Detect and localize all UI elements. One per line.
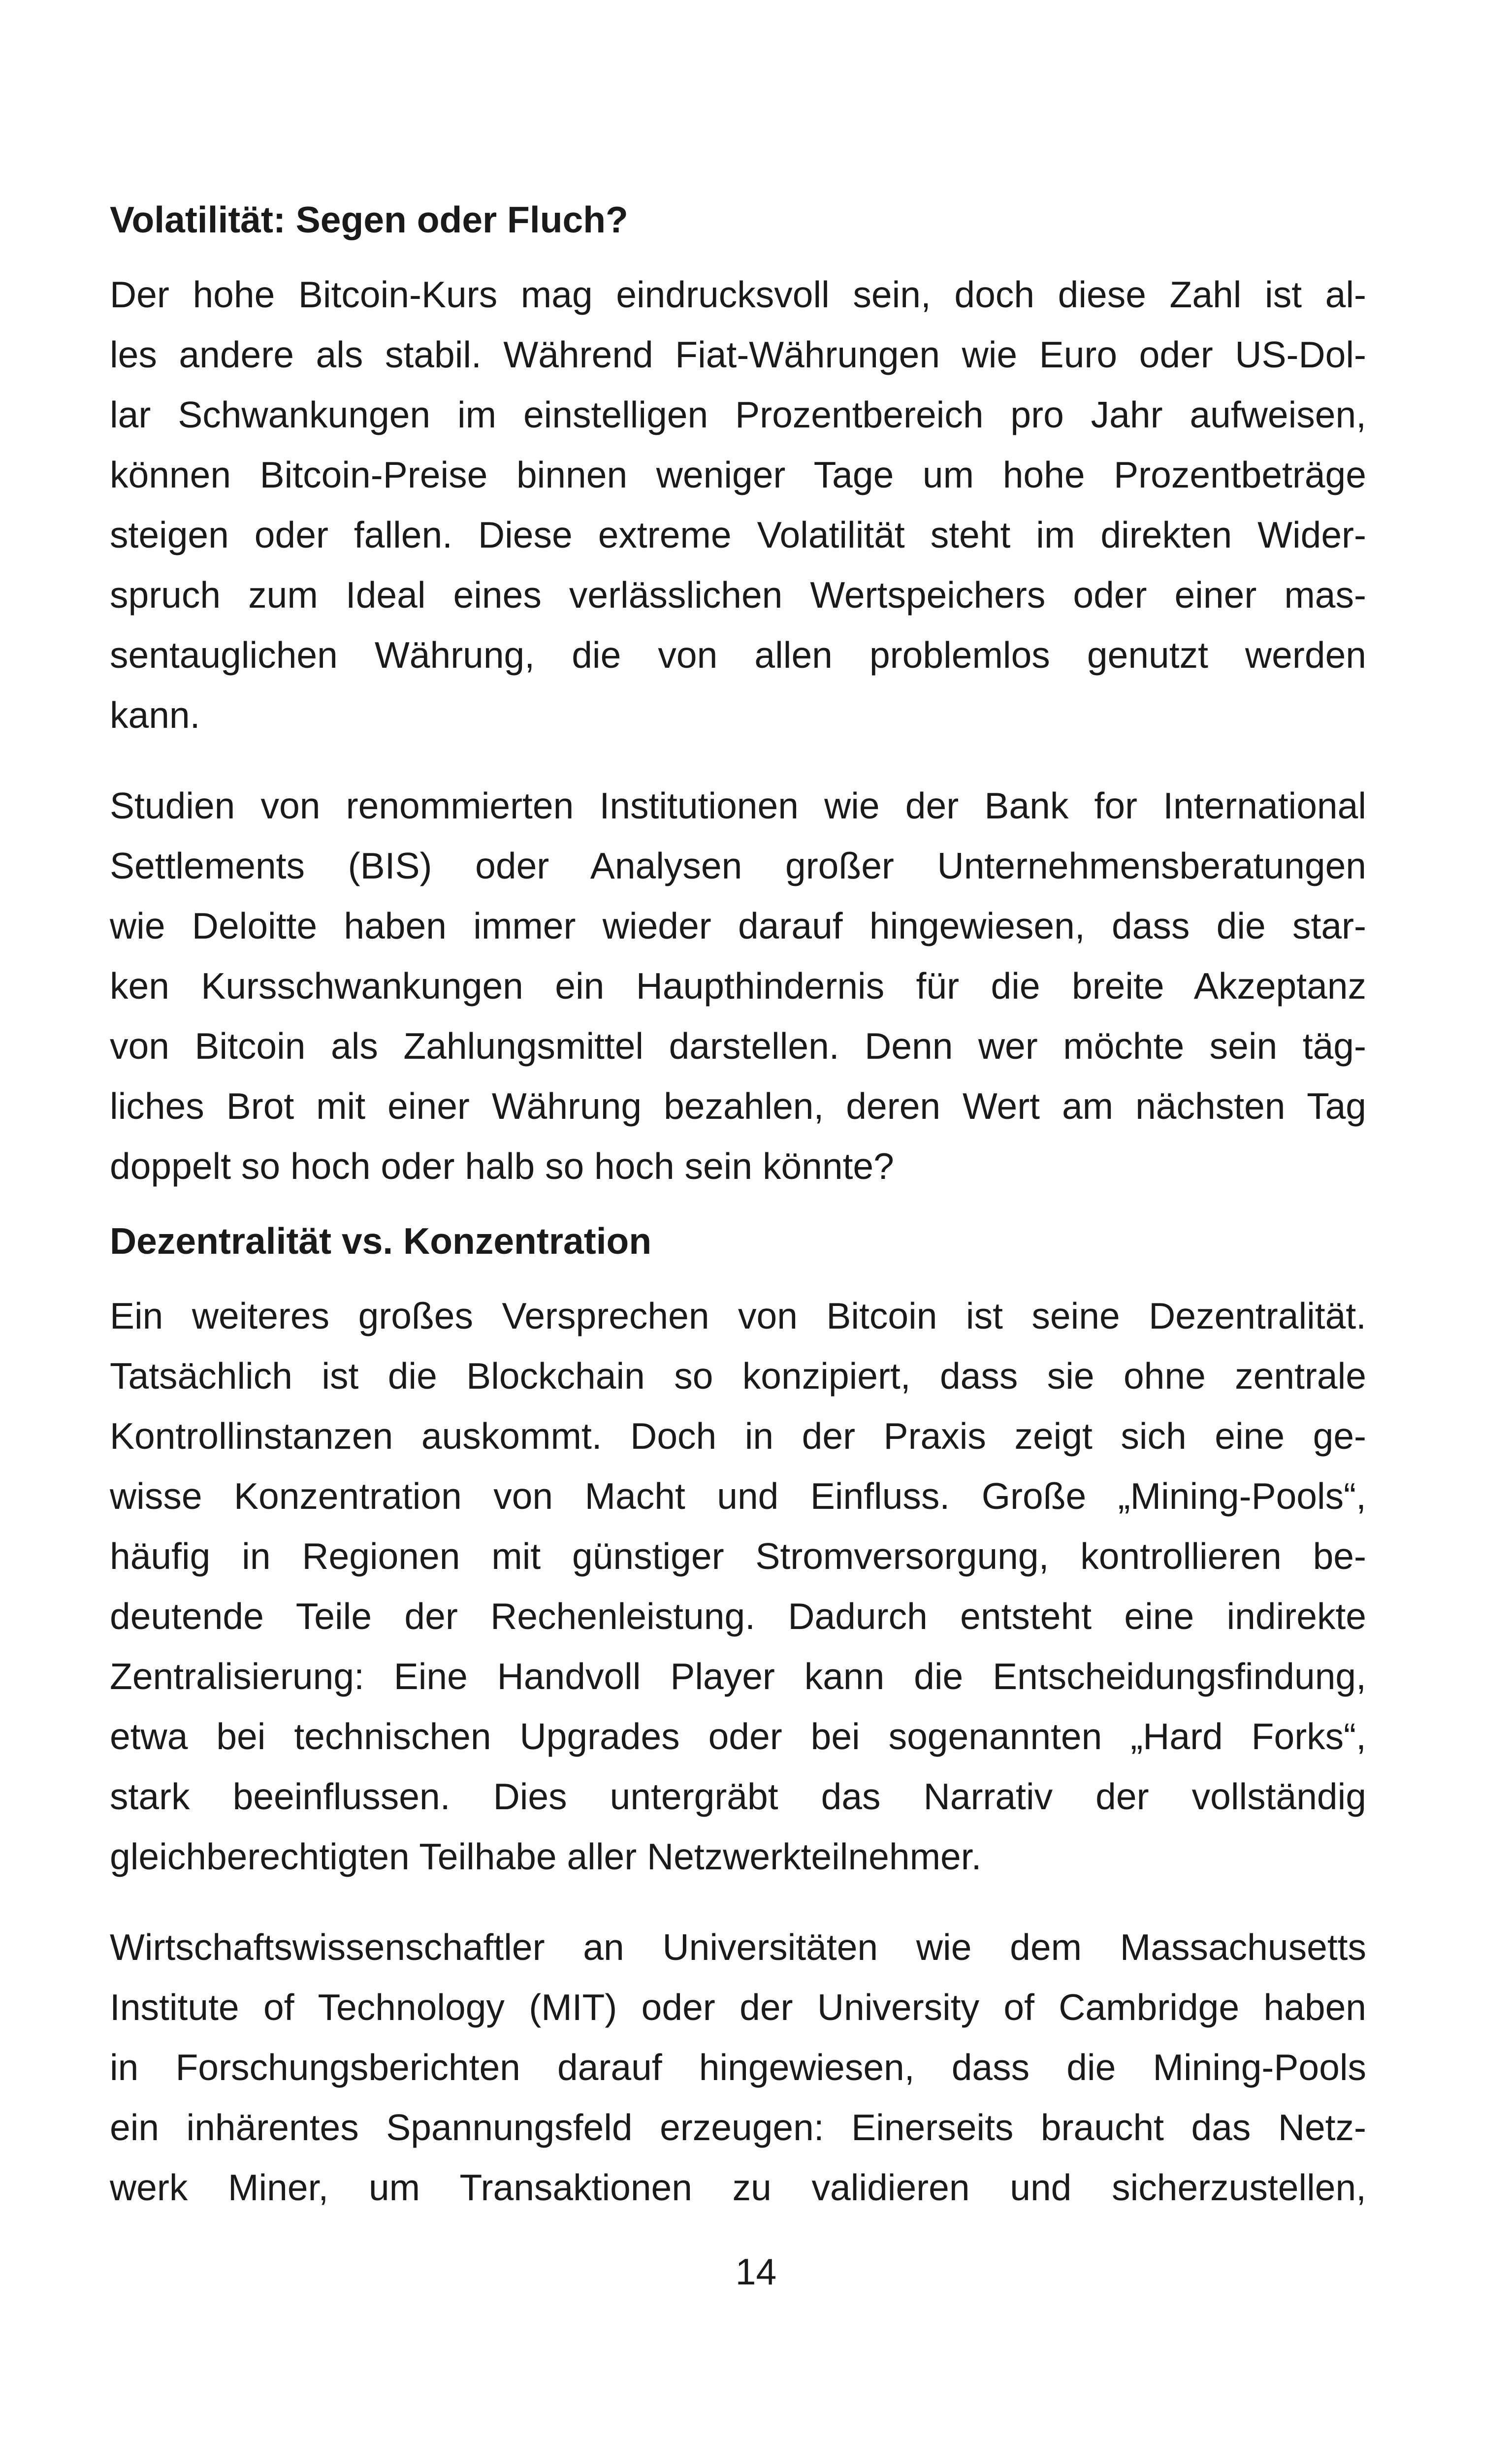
paragraph [110, 1286, 1366, 1887]
text-line: sentauglichen Währung, die von allen problemlos genutzt werden [110, 634, 1366, 676]
text-line: ein inhärentes Spannungsfeld erzeugen: Einerseits braucht das Netz- [110, 2107, 1366, 2148]
text-line: Zentralisierung: Eine Handvoll Player kann die Entscheidungsfindung, [110, 1656, 1366, 1697]
text-line: les andere als stabil. Während Fiat-Währungen wie Euro oder US-Dol- [110, 334, 1366, 375]
text-line: Kontrollinstanzen auskommt. Doch in der Praxis zeigt sich eine ge- [110, 1415, 1366, 1457]
text-line: wie Deloitte haben immer wieder darauf hingewiesen, dass die star- [110, 905, 1366, 946]
text-line: doppelt so hoch oder halb so hoch sein könnte? [110, 1145, 894, 1187]
text-line: deutende Teile der Rechenleistung. Dadurch entsteht eine indirekte [110, 1596, 1366, 1637]
page-content [110, 190, 1366, 2217]
text-line: Der hohe Bitcoin-Kurs mag eindrucksvoll sein, doch diese Zahl ist al- [110, 274, 1366, 315]
paragraph [110, 1917, 1366, 2217]
text-line: stark beeinflussen. Dies untergräbt das Narrativ der vollständig [110, 1776, 1366, 1817]
text-line: Studien von renommierten Institutionen wie der Bank for International [110, 785, 1366, 826]
section-heading: Volatilität: Segen oder Fluch? [110, 199, 628, 240]
text-line: kann. [110, 694, 200, 736]
text-line: etwa bei technischen Upgrades oder bei sogenannten „Hard Forks“, [110, 1716, 1366, 1757]
text-line: lar Schwankungen im einstelligen Prozentbereich pro Jahr aufweisen, [110, 394, 1366, 435]
text-line: von Bitcoin als Zahlungsmittel darstellen. Denn wer möchte sein täg- [110, 1025, 1366, 1067]
text-line: werk Miner, um Transaktionen zu validieren und sicherzustellen, [110, 2167, 1366, 2208]
text-line: steigen oder fallen. Diese extreme Volatilität steht im direkten Wider- [110, 514, 1366, 555]
text-line: Ein weiteres großes Versprechen von Bitcoin ist seine Dezentralität. [110, 1295, 1366, 1336]
text-line: in Forschungsberichten darauf hingewiesen, dass die Mining-Pools [110, 2047, 1366, 2088]
paragraph [110, 776, 1366, 1196]
text-line: häufig in Regionen mit günstiger Stromversorgung, kontrollieren be- [110, 1535, 1366, 1577]
text-line: spruch zum Ideal eines verlässlichen Wertspeichers oder einer mas- [110, 574, 1366, 616]
paragraph [110, 264, 1366, 745]
page-number: 14 [735, 2251, 777, 2292]
text-line: Institute of Technology (MIT) oder der University of Cambridge haben [110, 1987, 1366, 2028]
text-line: ken Kursschwankungen ein Haupthindernis für die breite Akzeptanz [110, 965, 1366, 1007]
section-decentralization [110, 1211, 1366, 2217]
text-line: Settlements (BIS) oder Analysen großer Unternehmensberatungen [110, 845, 1366, 886]
text-line: Tatsächlich ist die Blockchain so konzipiert, dass sie ohne zentrale [110, 1355, 1366, 1397]
text-line: Wirtschaftswissenschaftler an Universitäten wie dem Massachusetts [110, 1926, 1366, 1968]
text-line: gleichberechtigten Teilhabe aller Netzwerkteilnehmer. [110, 1836, 982, 1877]
text-line: können Bitcoin-Preise binnen weniger Tage um hohe Prozentbeträge [110, 454, 1366, 495]
section-volatility [110, 190, 1366, 1196]
section-heading: Dezentralität vs. Konzentration [110, 1220, 652, 1262]
text-line: liches Brot mit einer Währung bezahlen, deren Wert am nächsten Tag [110, 1085, 1366, 1127]
text-line: wisse Konzentration von Macht und Einfluss. Große „Mining-Pools“, [110, 1475, 1366, 1517]
